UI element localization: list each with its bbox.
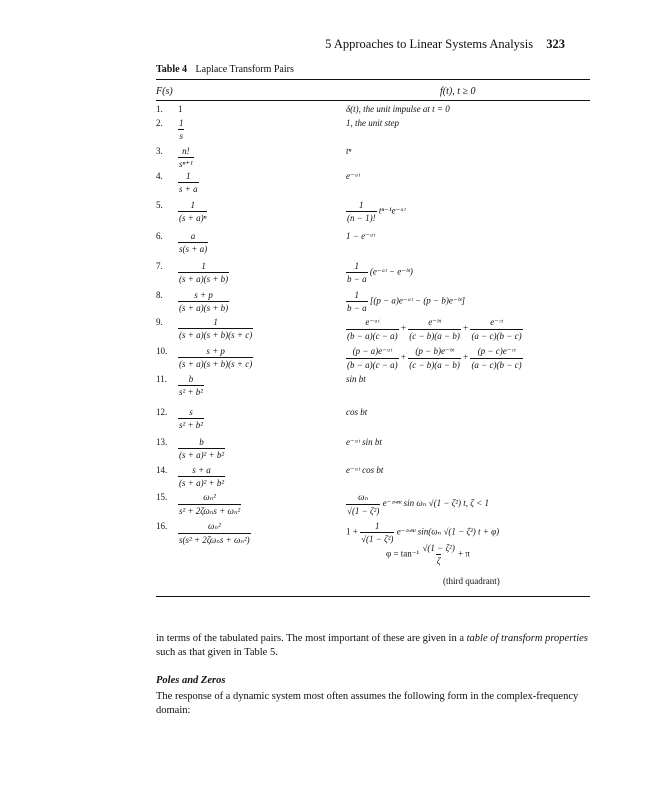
time-function-ft	[346, 118, 399, 128]
fs-fraction-denominator: (s + a)ⁿ	[179, 213, 207, 223]
paragraph-1-text-a: in terms of the tabulated pairs. The most important of these are given in a	[156, 633, 467, 644]
fs-fraction	[178, 118, 185, 141]
ft-term-1-numerator: (p − a)e⁻ᵃᵗ	[352, 346, 393, 356]
laplace-fs	[178, 171, 199, 194]
laplace-fs	[178, 290, 229, 313]
ft-fraction	[346, 261, 368, 284]
ft-term-1-denominator: (b − a)(c − a)	[347, 360, 398, 370]
time-function-ft: $\frac{\text{(p − a)e⁻ᵃᵗ}}{(b - a)(c - a)}$ + $\frac{\text{(p − b)e⁻ᵇᵗ}}{(c - b)(a - b)}$ + $\frac{\text{(p − c)e⁻ᶜᵗ}}{(a - c)(b - c)}$	[347, 346, 522, 370]
time-function-ft	[346, 104, 450, 114]
time-function-ft	[346, 407, 367, 417]
ft-prefix: 1 +	[346, 526, 358, 537]
row-number: 15.	[156, 492, 168, 502]
time-function-ft	[346, 290, 465, 313]
laplace-fs	[178, 104, 183, 114]
ft-term-3-denominator: (a − c)(b − c)	[471, 331, 522, 341]
fs-fraction-numerator: s	[189, 407, 193, 417]
ft-term-1-numerator: e⁻ᵃᵗ	[365, 317, 380, 327]
ft-fraction-numerator: 1	[375, 521, 380, 531]
ft-value: e⁻ᵃᵗ cos bt	[346, 465, 384, 475]
fs-fraction-numerator: a	[190, 231, 196, 241]
table-top-rule	[156, 79, 590, 80]
fs-fraction	[178, 465, 225, 488]
fs-fraction-numerator: ωₙ²	[203, 492, 216, 502]
phi-note: (third quadrant)	[443, 576, 500, 586]
laplace-fs	[178, 437, 225, 460]
ft-rest: e⁻ᶻʷⁿᵗ sin(ωₙ √(1 − ζ²) t + φ)	[396, 526, 500, 537]
laplace-fs	[178, 146, 194, 170]
ft-fraction-denominator: √(1 − ζ²)	[347, 506, 380, 516]
ft-fraction	[360, 521, 394, 544]
time-function-ft	[346, 465, 383, 476]
fs-fraction-numerator: b	[199, 437, 204, 447]
time-function-ft	[346, 146, 351, 156]
fs-fraction-denominator: (s + a)(s + b)(s + c)	[179, 330, 253, 340]
phi-numerator: √(1 − ζ²)	[422, 543, 455, 553]
laplace-fs	[178, 118, 185, 141]
time-function-ft	[346, 231, 375, 242]
fs-fraction	[178, 171, 199, 194]
fs-fraction	[178, 374, 204, 397]
fs-fraction	[178, 261, 229, 284]
row-number: 7.	[156, 261, 163, 271]
ft-term-2	[408, 346, 461, 370]
fs-fraction-denominator: (s + a)² + b²	[179, 450, 225, 460]
laplace-fs	[178, 521, 251, 546]
time-function-ft	[346, 171, 360, 182]
section-heading: Poles and Zeros	[156, 675, 226, 686]
ft-term-2-numerator: (p − b)e⁻ᵇᵗ	[415, 346, 454, 356]
ft-term-3-denominator: (a − c)(b − c)	[471, 360, 522, 370]
fs-fraction-denominator: sⁿ⁺¹	[179, 159, 193, 169]
ft-term-3	[470, 317, 522, 341]
time-function-ft	[346, 437, 382, 448]
fs-fraction	[178, 437, 225, 460]
ft-value: sin bt	[346, 374, 366, 384]
row-number: 4.	[156, 171, 163, 181]
ft-term-3-numerator: e⁻ᶜᵗ	[490, 317, 503, 327]
fs-fraction	[178, 407, 204, 430]
ft-rest: [(p − a)e⁻ᵃᵗ − (p − b)e⁻ᵇᵗ]	[369, 295, 466, 306]
ft-fraction	[346, 290, 368, 313]
fs-fraction-denominator: (s + a)(s + b)	[179, 303, 229, 313]
fs-fraction-denominator: s² + b²	[179, 387, 203, 397]
fs-value: 1	[178, 104, 183, 114]
ft-value: 1, the unit step	[346, 118, 399, 128]
ft-term-2-denominator: (c − b)(a − b)	[409, 360, 460, 370]
laplace-fs	[178, 492, 241, 517]
time-function-ft	[346, 261, 413, 284]
fs-fraction	[178, 346, 253, 369]
ft-rest: (e⁻ᵃᵗ − e⁻ᵇᵗ)	[369, 266, 413, 277]
fs-fraction-numerator: s + a	[192, 465, 211, 475]
fs-fraction-denominator: s² + b²	[179, 420, 203, 430]
ft-fraction	[346, 200, 377, 223]
phi-prefix: φ = tan⁻¹	[386, 548, 420, 559]
laplace-fs	[178, 231, 208, 254]
fs-fraction-denominator: (s + a)² + b²	[179, 478, 225, 488]
ft-term-1-denominator: (b − a)(c − a)	[347, 331, 398, 341]
ft-fraction-numerator: ωₙ	[358, 492, 369, 502]
laplace-fs	[178, 261, 229, 284]
fs-fraction-numerator: b	[188, 374, 194, 384]
row-number: 8.	[156, 290, 163, 300]
fs-fraction	[178, 231, 208, 254]
row-number: 14.	[156, 465, 168, 475]
table-bottom-rule	[156, 596, 590, 597]
row-number: 6.	[156, 231, 163, 241]
row-number: 16.	[156, 521, 168, 531]
ft-term-3-numerator: (p − c)e⁻ᶜᵗ	[477, 346, 516, 356]
fs-fraction-numerator: s + p	[206, 346, 225, 356]
time-function-ft: $\frac{\text{e⁻ᵃᵗ}}{(b - a)(c - a)}$ + $\frac{\text{e⁻ᵇᵗ}}{(c - b)(a - b)}$ + $\frac{\text{e⁻ᶜᵗ}}{(a - c)(b - c)}$	[347, 317, 522, 341]
fs-fraction-denominator: s(s + a)	[179, 244, 208, 254]
fs-fraction-numerator: 1	[179, 118, 184, 128]
ft-fraction-numerator: 1	[354, 261, 360, 271]
fs-fraction-denominator: s + a	[179, 184, 198, 194]
laplace-fs	[178, 407, 204, 430]
table-caption	[156, 64, 294, 75]
row-number: 11.	[156, 374, 167, 384]
fs-fraction-denominator: s² + 2ζωₙs + ωₙ²	[179, 506, 241, 516]
paragraph-2: The response of a dynamic system most often assumes the following form in the complex-frequency domain:	[156, 691, 579, 716]
column-header-fs: F(s)	[156, 86, 173, 97]
running-header	[325, 37, 565, 52]
fs-fraction	[178, 521, 251, 546]
time-function-ft	[346, 374, 366, 384]
paragraph-1-text-b: such as that given in Table 5.	[156, 647, 278, 658]
row-number: 10.	[156, 346, 168, 356]
row-number: 3.	[156, 146, 163, 156]
ft-term-1	[346, 346, 399, 370]
row-number: 12.	[156, 407, 168, 417]
paragraph-1-emphasis: table of transform properties	[466, 633, 588, 644]
row-number: 13.	[156, 437, 168, 447]
chapter-title: 5 Approaches to Linear Systems Analysis	[325, 37, 534, 51]
ft-fraction-denominator: b − a	[347, 274, 367, 284]
time-function-ft	[346, 492, 489, 516]
phi-suffix: + π	[458, 548, 470, 559]
table-title: Laplace Transform Pairs	[195, 64, 294, 75]
fs-fraction-denominator: s	[179, 131, 183, 141]
page-number: 323	[546, 37, 565, 51]
ft-value: δ(t), the unit impulse at t = 0	[346, 104, 450, 114]
row-number: 1.	[156, 104, 163, 114]
fs-fraction-denominator: (s + a)(s + b)	[179, 274, 229, 284]
fs-fraction-numerator: 1	[190, 200, 195, 210]
laplace-fs	[178, 200, 207, 223]
fs-fraction-numerator: 1	[201, 261, 206, 271]
laplace-fs	[178, 374, 204, 397]
fs-fraction	[178, 146, 194, 170]
row-number: 2.	[156, 118, 163, 128]
fs-fraction-numerator: 1	[186, 171, 191, 181]
fs-fraction-numerator: n!	[182, 146, 190, 156]
fs-fraction	[178, 290, 229, 313]
ft-value: cos bt	[346, 407, 368, 417]
laplace-fs	[178, 346, 253, 369]
time-function-ft	[346, 521, 499, 544]
column-header-ft: f(t), t ≥ 0	[440, 86, 476, 97]
ft-rest: e⁻ᶻʷⁿᵗ sin ωₙ √(1 − ζ²) t, ζ < 1	[382, 498, 489, 509]
fs-fraction	[178, 200, 207, 223]
fs-fraction-denominator: s(s² + 2ζωₙs + ωₙ²)	[179, 535, 250, 545]
ft-term-2-denominator: (c − b)(a − b)	[409, 331, 460, 341]
ft-fraction-denominator: (n − 1)!	[347, 213, 376, 223]
ft-value: 1 − e⁻ᵃᵗ	[346, 231, 375, 241]
table-number: Table 4	[156, 64, 188, 75]
fs-fraction-numerator: ωₙ²	[207, 521, 221, 531]
ft-rest: tⁿ⁻¹e⁻ᵃᵗ	[378, 205, 406, 216]
ft-value: tⁿ	[346, 146, 352, 156]
ft-fraction-denominator: b − a	[347, 303, 367, 313]
fs-fraction-numerator: s + p	[194, 290, 213, 300]
fs-fraction	[178, 492, 241, 517]
time-function-ft	[346, 200, 405, 223]
ft-fraction	[346, 492, 380, 516]
fs-fraction-numerator: 1	[213, 317, 218, 327]
ft-term-2	[408, 317, 461, 341]
paragraph-1	[156, 632, 590, 660]
phi-fraction	[421, 543, 455, 566]
ft-term-1	[346, 317, 399, 341]
ft-fraction-numerator: 1	[359, 200, 364, 210]
fs-fraction-denominator: (s + a)(s + b)(s + c)	[179, 359, 253, 369]
ft-value: e⁻ᵃᵗ	[346, 171, 360, 181]
ft-term-2-numerator: e⁻ᵇᵗ	[428, 317, 441, 327]
laplace-fs	[178, 465, 225, 488]
phi-denominator: ζ	[436, 556, 441, 566]
laplace-fs	[178, 317, 253, 340]
ft-value: e⁻ᵃᵗ sin bt	[346, 437, 382, 447]
ft-fraction-denominator: √(1 − ζ²)	[361, 534, 394, 544]
table-header-rule	[156, 100, 590, 101]
row-number: 9.	[156, 317, 163, 327]
row-number: 5.	[156, 200, 163, 210]
fs-fraction	[178, 317, 253, 340]
ft-term-3	[470, 346, 522, 370]
ft-fraction-numerator: 1	[354, 290, 360, 300]
